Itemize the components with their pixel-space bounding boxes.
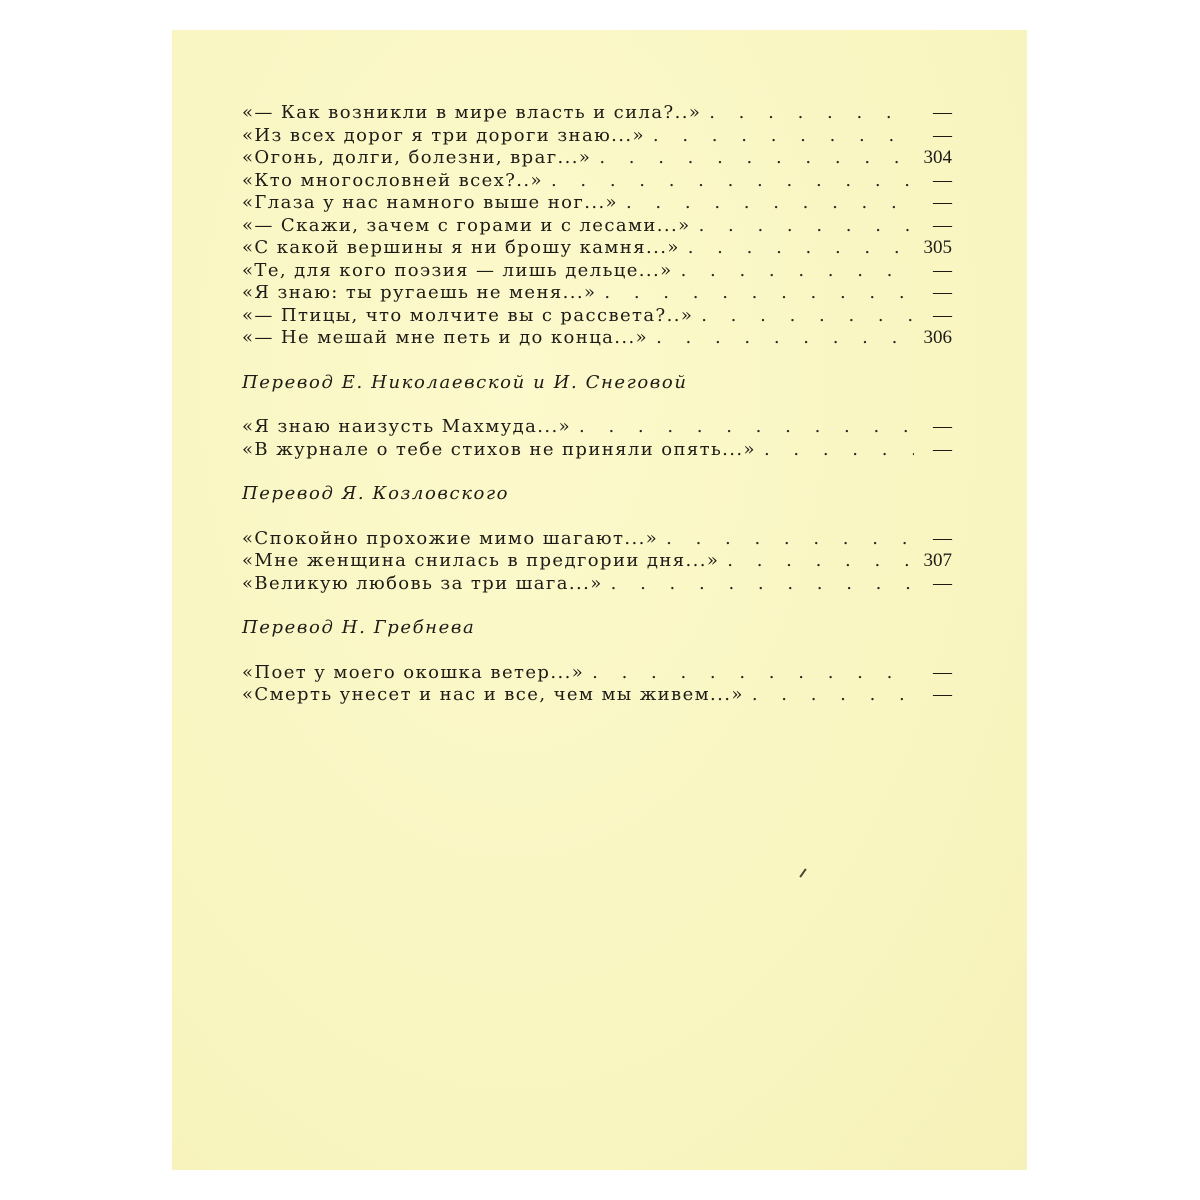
entry-title: «— Не мешай мне петь и до конца...» — [242, 327, 649, 348]
dot-leader — [727, 550, 914, 573]
entry-page: 307 — [923, 550, 952, 571]
section-heading: Перевод Я. Козловского — [242, 483, 510, 504]
entry-title: «Из всех дорог я три дороги знаю...» — [242, 124, 645, 146]
entry-title: «Кто многословней всех?..» — [242, 169, 543, 191]
toc-entry — [242, 192, 952, 215]
toc-group-main — [242, 102, 952, 350]
entry-page: — — [933, 102, 952, 123]
toc-entry — [242, 125, 952, 148]
pencil-mark — [799, 868, 806, 877]
entry-title: «Я знаю наизусть Махмуда...» — [242, 416, 572, 437]
entry-page: — — [933, 416, 952, 437]
entry-page: — — [933, 282, 952, 303]
toc-section-nikolaevskaya-snegova — [242, 372, 952, 462]
toc-entry — [242, 305, 952, 328]
entry-page: — — [933, 214, 952, 236]
dot-leader — [551, 170, 914, 193]
entry-page: — — [933, 684, 952, 705]
entry-page: — — [933, 259, 952, 281]
entry-page: — — [933, 661, 952, 683]
toc-entry — [242, 147, 952, 170]
toc-entry — [242, 528, 952, 551]
dot-leader — [709, 102, 914, 125]
entry-title: «Великую любовь за три шага...» — [242, 572, 603, 594]
entry-title: «Глаза у нас намного выше ног...» — [242, 192, 618, 213]
entry-title: «Огонь, долги, болезни, враг...» — [242, 147, 592, 168]
entry-page: — — [933, 124, 952, 146]
dot-leader — [599, 147, 914, 170]
dot-leader — [656, 327, 914, 350]
entry-title: «— Скажи, зачем с горами и с лесами...» — [242, 214, 691, 236]
entry-page: — — [933, 438, 952, 460]
dot-leader — [764, 439, 914, 462]
entry-page: — — [933, 169, 952, 191]
entry-title: «Я знаю: ты ругаешь не меня...» — [242, 282, 597, 303]
book-page — [172, 30, 1027, 1170]
entry-title: «Поет у моего окошка ветер...» — [242, 661, 585, 683]
dot-leader — [681, 260, 914, 283]
section-heading: Перевод Е. Николаевской и И. Снеговой — [242, 371, 688, 393]
dot-leader — [701, 305, 914, 328]
toc-entry — [242, 550, 952, 573]
dot-leader — [626, 192, 914, 215]
entry-title: «Мне женщина снилась в предгории дня...» — [242, 550, 720, 571]
section-heading: Перевод Н. Гребнева — [242, 617, 476, 638]
dot-leader — [699, 215, 914, 238]
entry-page: 305 — [923, 237, 952, 258]
toc-entry — [242, 170, 952, 193]
toc-entry — [242, 282, 952, 305]
entry-title: «В журнале о тебе стихов не приняли опять...» — [242, 438, 756, 460]
toc-entry — [242, 439, 952, 462]
entry-title: «Спокойно прохожие мимо шагают...» — [242, 527, 659, 549]
toc-entry — [242, 416, 952, 439]
entry-page: — — [933, 304, 952, 326]
entry-title: «— Как возникли в мире власть и сила?..» — [242, 102, 702, 123]
toc-entry — [242, 102, 952, 125]
toc-entry — [242, 327, 952, 350]
dot-leader — [579, 416, 914, 439]
dot-leader — [688, 237, 914, 260]
entry-page: — — [933, 192, 952, 213]
dot-leader — [752, 684, 914, 707]
entry-title: «С какой вершины я ни брошу камня...» — [242, 237, 680, 258]
dot-leader — [653, 125, 914, 148]
entry-title: «Те, для кого поэзия — лишь дельце...» — [242, 259, 673, 281]
toc-entry — [242, 237, 952, 260]
entry-page: 304 — [923, 147, 952, 168]
entry-page: 306 — [923, 327, 952, 348]
entry-title: «Смерть унесет и нас и все, чем мы живем...» — [242, 684, 744, 705]
toc-entry — [242, 260, 952, 283]
dot-leader — [604, 282, 914, 305]
toc-entry — [242, 684, 952, 707]
toc-section-kozlovsky — [242, 483, 952, 595]
dot-leader — [592, 662, 914, 685]
dot-leader — [666, 528, 914, 551]
toc-entry — [242, 662, 952, 685]
toc-entry — [242, 215, 952, 238]
toc-entry — [242, 573, 952, 596]
toc-section-grebnev — [242, 617, 952, 707]
entry-page: — — [933, 527, 952, 549]
entry-title: «— Птицы, что молчите вы с рассвета?..» — [242, 304, 694, 326]
entry-page: — — [933, 572, 952, 594]
table-of-contents — [242, 102, 952, 707]
dot-leader — [611, 573, 914, 596]
